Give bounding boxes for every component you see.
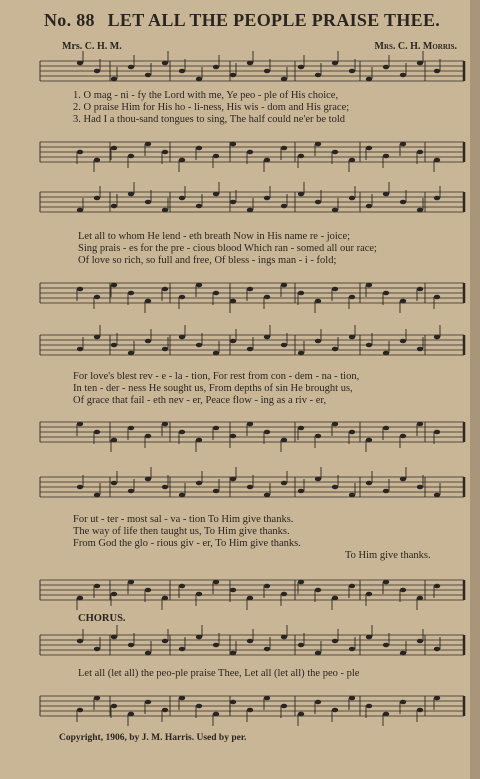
notehead <box>179 158 185 163</box>
notehead <box>213 643 219 648</box>
notehead <box>162 708 168 713</box>
notehead <box>230 477 236 482</box>
notehead <box>247 287 253 292</box>
notehead <box>162 347 168 352</box>
notehead <box>281 77 287 82</box>
notehead <box>230 700 236 705</box>
notehead <box>128 489 134 494</box>
notehead <box>264 584 270 589</box>
lyric-line-chorus: Let all (let all) the peo-ple praise Thee, Let all (let all) the peo - ple <box>78 668 360 679</box>
notehead <box>400 200 406 205</box>
notehead <box>400 477 406 482</box>
notehead <box>298 65 304 70</box>
music-credit: Mrs. C. H. Morris. <box>374 41 457 52</box>
notehead <box>247 596 253 601</box>
notehead <box>264 493 270 498</box>
notehead <box>128 351 134 356</box>
notehead <box>332 208 338 213</box>
notehead <box>247 639 253 644</box>
notehead <box>298 643 304 648</box>
notehead <box>400 434 406 439</box>
notehead <box>94 647 100 652</box>
notehead <box>162 596 168 601</box>
notehead <box>196 204 202 209</box>
bass-staff <box>40 694 464 718</box>
notehead <box>111 438 117 443</box>
notehead <box>383 192 389 197</box>
notehead <box>349 696 355 701</box>
notehead <box>77 150 83 155</box>
notehead <box>434 493 440 498</box>
notehead <box>230 200 236 205</box>
notehead <box>196 438 202 443</box>
notehead <box>383 426 389 431</box>
notehead <box>400 588 406 593</box>
notehead <box>315 700 321 705</box>
notehead <box>264 430 270 435</box>
notehead <box>162 639 168 644</box>
notehead <box>111 283 117 288</box>
notehead <box>366 283 372 288</box>
notehead <box>247 61 253 66</box>
notehead <box>349 584 355 589</box>
notehead <box>366 343 372 348</box>
notehead <box>400 339 406 344</box>
notehead <box>349 158 355 163</box>
notehead <box>298 712 304 717</box>
notehead <box>179 584 185 589</box>
notehead <box>128 580 134 585</box>
lyric-line-verse-2: Sing prais - es for the pre - cious blood Which ran - somed all our race; <box>78 243 377 254</box>
notehead <box>128 154 134 159</box>
notehead <box>145 477 151 482</box>
notehead <box>94 295 100 300</box>
notehead <box>179 696 185 701</box>
notehead <box>128 426 134 431</box>
lyric-line-verse-1: For ut - ter - most sal - va - tion To Him give thanks. <box>73 514 294 525</box>
notehead <box>145 142 151 147</box>
notehead <box>94 196 100 201</box>
notehead <box>281 481 287 486</box>
notehead <box>179 69 185 74</box>
notehead <box>162 61 168 66</box>
notehead <box>434 647 440 652</box>
notehead <box>145 588 151 593</box>
notehead <box>247 150 253 155</box>
notehead <box>281 283 287 288</box>
notehead <box>434 584 440 589</box>
notehead <box>196 343 202 348</box>
hymn-title: LET ALL THE PEOPLE PRAISE THEE. <box>107 10 441 30</box>
notehead <box>162 287 168 292</box>
notehead <box>145 299 151 304</box>
notehead <box>179 430 185 435</box>
notehead <box>332 596 338 601</box>
notehead <box>145 73 151 78</box>
notehead <box>400 142 406 147</box>
notehead <box>77 347 83 352</box>
notehead <box>349 295 355 300</box>
notehead <box>400 700 406 705</box>
notehead <box>417 287 423 292</box>
notehead <box>111 343 117 348</box>
notehead <box>366 481 372 486</box>
bass-staff <box>40 578 464 602</box>
notehead <box>417 208 423 213</box>
notehead <box>383 489 389 494</box>
notehead <box>298 580 304 585</box>
treble-staff <box>40 633 464 657</box>
notehead <box>366 204 372 209</box>
notehead <box>162 150 168 155</box>
notehead <box>315 434 321 439</box>
notehead <box>434 335 440 340</box>
notehead <box>332 485 338 490</box>
bass-staff <box>40 420 464 444</box>
notehead <box>111 635 117 640</box>
notehead <box>332 422 338 427</box>
notehead <box>77 287 83 292</box>
notehead <box>383 580 389 585</box>
lyric-line-verse-3: From God the glo - rious giv - er, To Him give thanks. <box>73 538 301 549</box>
notehead <box>213 712 219 717</box>
notehead <box>162 422 168 427</box>
notehead <box>315 339 321 344</box>
notehead <box>94 430 100 435</box>
notehead <box>111 77 117 82</box>
notehead <box>77 485 83 490</box>
notehead <box>349 196 355 201</box>
notehead <box>298 154 304 159</box>
notehead <box>247 208 253 213</box>
hymn-number: No. 88 <box>44 10 95 30</box>
lyric-line-verse-3: Of grace that fail - eth nev - er, Peace flow - ing as a riv - er, <box>73 395 327 406</box>
notehead <box>400 651 406 656</box>
notehead <box>196 592 202 597</box>
notehead <box>417 485 423 490</box>
notehead <box>145 651 151 656</box>
notehead <box>434 696 440 701</box>
notehead <box>315 73 321 78</box>
lyric-line-verse-3: 3. Had I a thou-sand tongues to sing, The half could ne'er be told <box>73 114 346 125</box>
notehead <box>230 339 236 344</box>
notehead <box>400 73 406 78</box>
notehead <box>332 708 338 713</box>
notehead <box>281 343 287 348</box>
notehead <box>264 196 270 201</box>
notehead <box>247 708 253 713</box>
notehead <box>417 347 423 352</box>
notehead <box>366 146 372 151</box>
lyric-line-verse-2: In ten - der - ness He sought us, From depths of sin He brought us, <box>73 383 353 394</box>
notehead <box>264 335 270 340</box>
notehead <box>213 580 219 585</box>
treble-staff <box>40 475 464 499</box>
notehead <box>434 295 440 300</box>
notehead <box>264 696 270 701</box>
chorus-label: CHORUS. <box>78 613 126 624</box>
notehead <box>366 438 372 443</box>
bass-staff <box>40 281 464 305</box>
notehead <box>128 712 134 717</box>
notehead <box>298 351 304 356</box>
notehead <box>179 335 185 340</box>
notehead <box>145 200 151 205</box>
notehead <box>94 493 100 498</box>
words-credit: Mrs. C. H. M. <box>62 41 122 52</box>
notehead <box>111 592 117 597</box>
notehead <box>332 347 338 352</box>
notehead <box>213 192 219 197</box>
notehead <box>264 69 270 74</box>
notehead <box>332 150 338 155</box>
notehead <box>77 422 83 427</box>
notehead <box>264 158 270 163</box>
copyright-notice: Copyright, 1906, by J. M. Harris. Used by per. <box>59 733 247 743</box>
notehead <box>332 639 338 644</box>
notehead <box>196 704 202 709</box>
notehead <box>145 434 151 439</box>
notehead <box>213 351 219 356</box>
notehead <box>349 69 355 74</box>
notehead <box>128 643 134 648</box>
notehead <box>162 485 168 490</box>
notehead <box>94 696 100 701</box>
notehead <box>230 588 236 593</box>
notehead <box>349 647 355 652</box>
treble-staff <box>40 190 464 214</box>
notehead <box>179 493 185 498</box>
treble-staff <box>40 333 464 357</box>
notehead <box>298 291 304 296</box>
notehead <box>434 430 440 435</box>
notehead <box>111 481 117 486</box>
notehead <box>417 708 423 713</box>
notehead <box>281 438 287 443</box>
notehead <box>434 196 440 201</box>
notehead <box>196 77 202 82</box>
notehead <box>145 700 151 705</box>
notehead <box>128 65 134 70</box>
notehead <box>230 299 236 304</box>
notehead <box>281 592 287 597</box>
notehead <box>213 65 219 70</box>
notehead <box>264 647 270 652</box>
notehead <box>383 643 389 648</box>
lyric-line-verse-3: Of love so rich, so full and free, Of bless - ings man - i - fold; <box>78 255 337 266</box>
notehead <box>366 592 372 597</box>
notehead <box>281 635 287 640</box>
notehead <box>213 291 219 296</box>
bass-staff <box>40 140 464 164</box>
notehead <box>366 704 372 709</box>
notehead <box>349 430 355 435</box>
notehead <box>162 208 168 213</box>
notehead <box>383 291 389 296</box>
notehead <box>128 192 134 197</box>
notehead <box>213 154 219 159</box>
notehead <box>77 596 83 601</box>
notehead <box>111 146 117 151</box>
notehead <box>383 154 389 159</box>
notehead <box>315 200 321 205</box>
notehead <box>196 481 202 486</box>
notehead <box>383 712 389 717</box>
notehead <box>315 299 321 304</box>
notehead <box>111 204 117 209</box>
notehead <box>94 584 100 589</box>
lyric-line-verse-1: For love's blest rev - e - la - tion, For rest from con - dem - na - tion, <box>73 371 360 382</box>
notehead <box>383 351 389 356</box>
notehead <box>77 708 83 713</box>
lyric-line-echo: To Him give thanks. <box>345 550 431 561</box>
notehead <box>94 335 100 340</box>
hymn-title-line <box>44 10 464 31</box>
notehead <box>213 426 219 431</box>
notehead <box>111 704 117 709</box>
notehead <box>366 77 372 82</box>
notehead <box>196 283 202 288</box>
notehead <box>77 208 83 213</box>
page-edge <box>470 0 480 779</box>
notehead <box>179 647 185 652</box>
notehead <box>196 635 202 640</box>
notehead <box>77 61 83 66</box>
notehead <box>128 291 134 296</box>
notehead <box>230 142 236 147</box>
notehead <box>417 150 423 155</box>
notehead <box>298 426 304 431</box>
notehead <box>332 287 338 292</box>
lyric-line-verse-1: Let all to whom He lend - eth breath Now in His name re - joice; <box>78 231 351 242</box>
notehead <box>77 639 83 644</box>
notehead <box>349 493 355 498</box>
notehead <box>94 69 100 74</box>
notehead <box>349 335 355 340</box>
notehead <box>247 347 253 352</box>
notehead <box>417 639 423 644</box>
lyric-line-verse-2: 2. O praise Him for His ho - li-ness, His wis - dom and His grace; <box>73 102 350 113</box>
notehead <box>281 146 287 151</box>
notehead <box>434 69 440 74</box>
notehead <box>281 204 287 209</box>
notehead <box>298 489 304 494</box>
notehead <box>366 635 372 640</box>
treble-staff <box>40 59 464 83</box>
lyric-line-verse-2: The way of life then taught us, To Him give thanks. <box>73 526 290 537</box>
notehead <box>298 192 304 197</box>
notehead <box>315 651 321 656</box>
notehead <box>417 596 423 601</box>
notehead <box>417 422 423 427</box>
notehead <box>213 489 219 494</box>
notehead <box>230 651 236 656</box>
notehead <box>247 485 253 490</box>
notehead <box>94 158 100 163</box>
lyric-line-verse-1: 1. O mag - ni - fy the Lord with me, Ye peo - ple of His choice, <box>73 90 339 101</box>
notehead <box>145 339 151 344</box>
notehead <box>230 434 236 439</box>
notehead <box>332 61 338 66</box>
notehead <box>315 142 321 147</box>
notehead <box>315 477 321 482</box>
notehead <box>179 295 185 300</box>
notehead <box>264 295 270 300</box>
notehead <box>179 196 185 201</box>
notehead <box>383 65 389 70</box>
notehead <box>434 158 440 163</box>
notehead <box>230 73 236 78</box>
notehead <box>247 422 253 427</box>
notehead <box>400 299 406 304</box>
notehead <box>196 146 202 151</box>
notehead <box>315 588 321 593</box>
notehead <box>281 704 287 709</box>
notehead <box>417 61 423 66</box>
